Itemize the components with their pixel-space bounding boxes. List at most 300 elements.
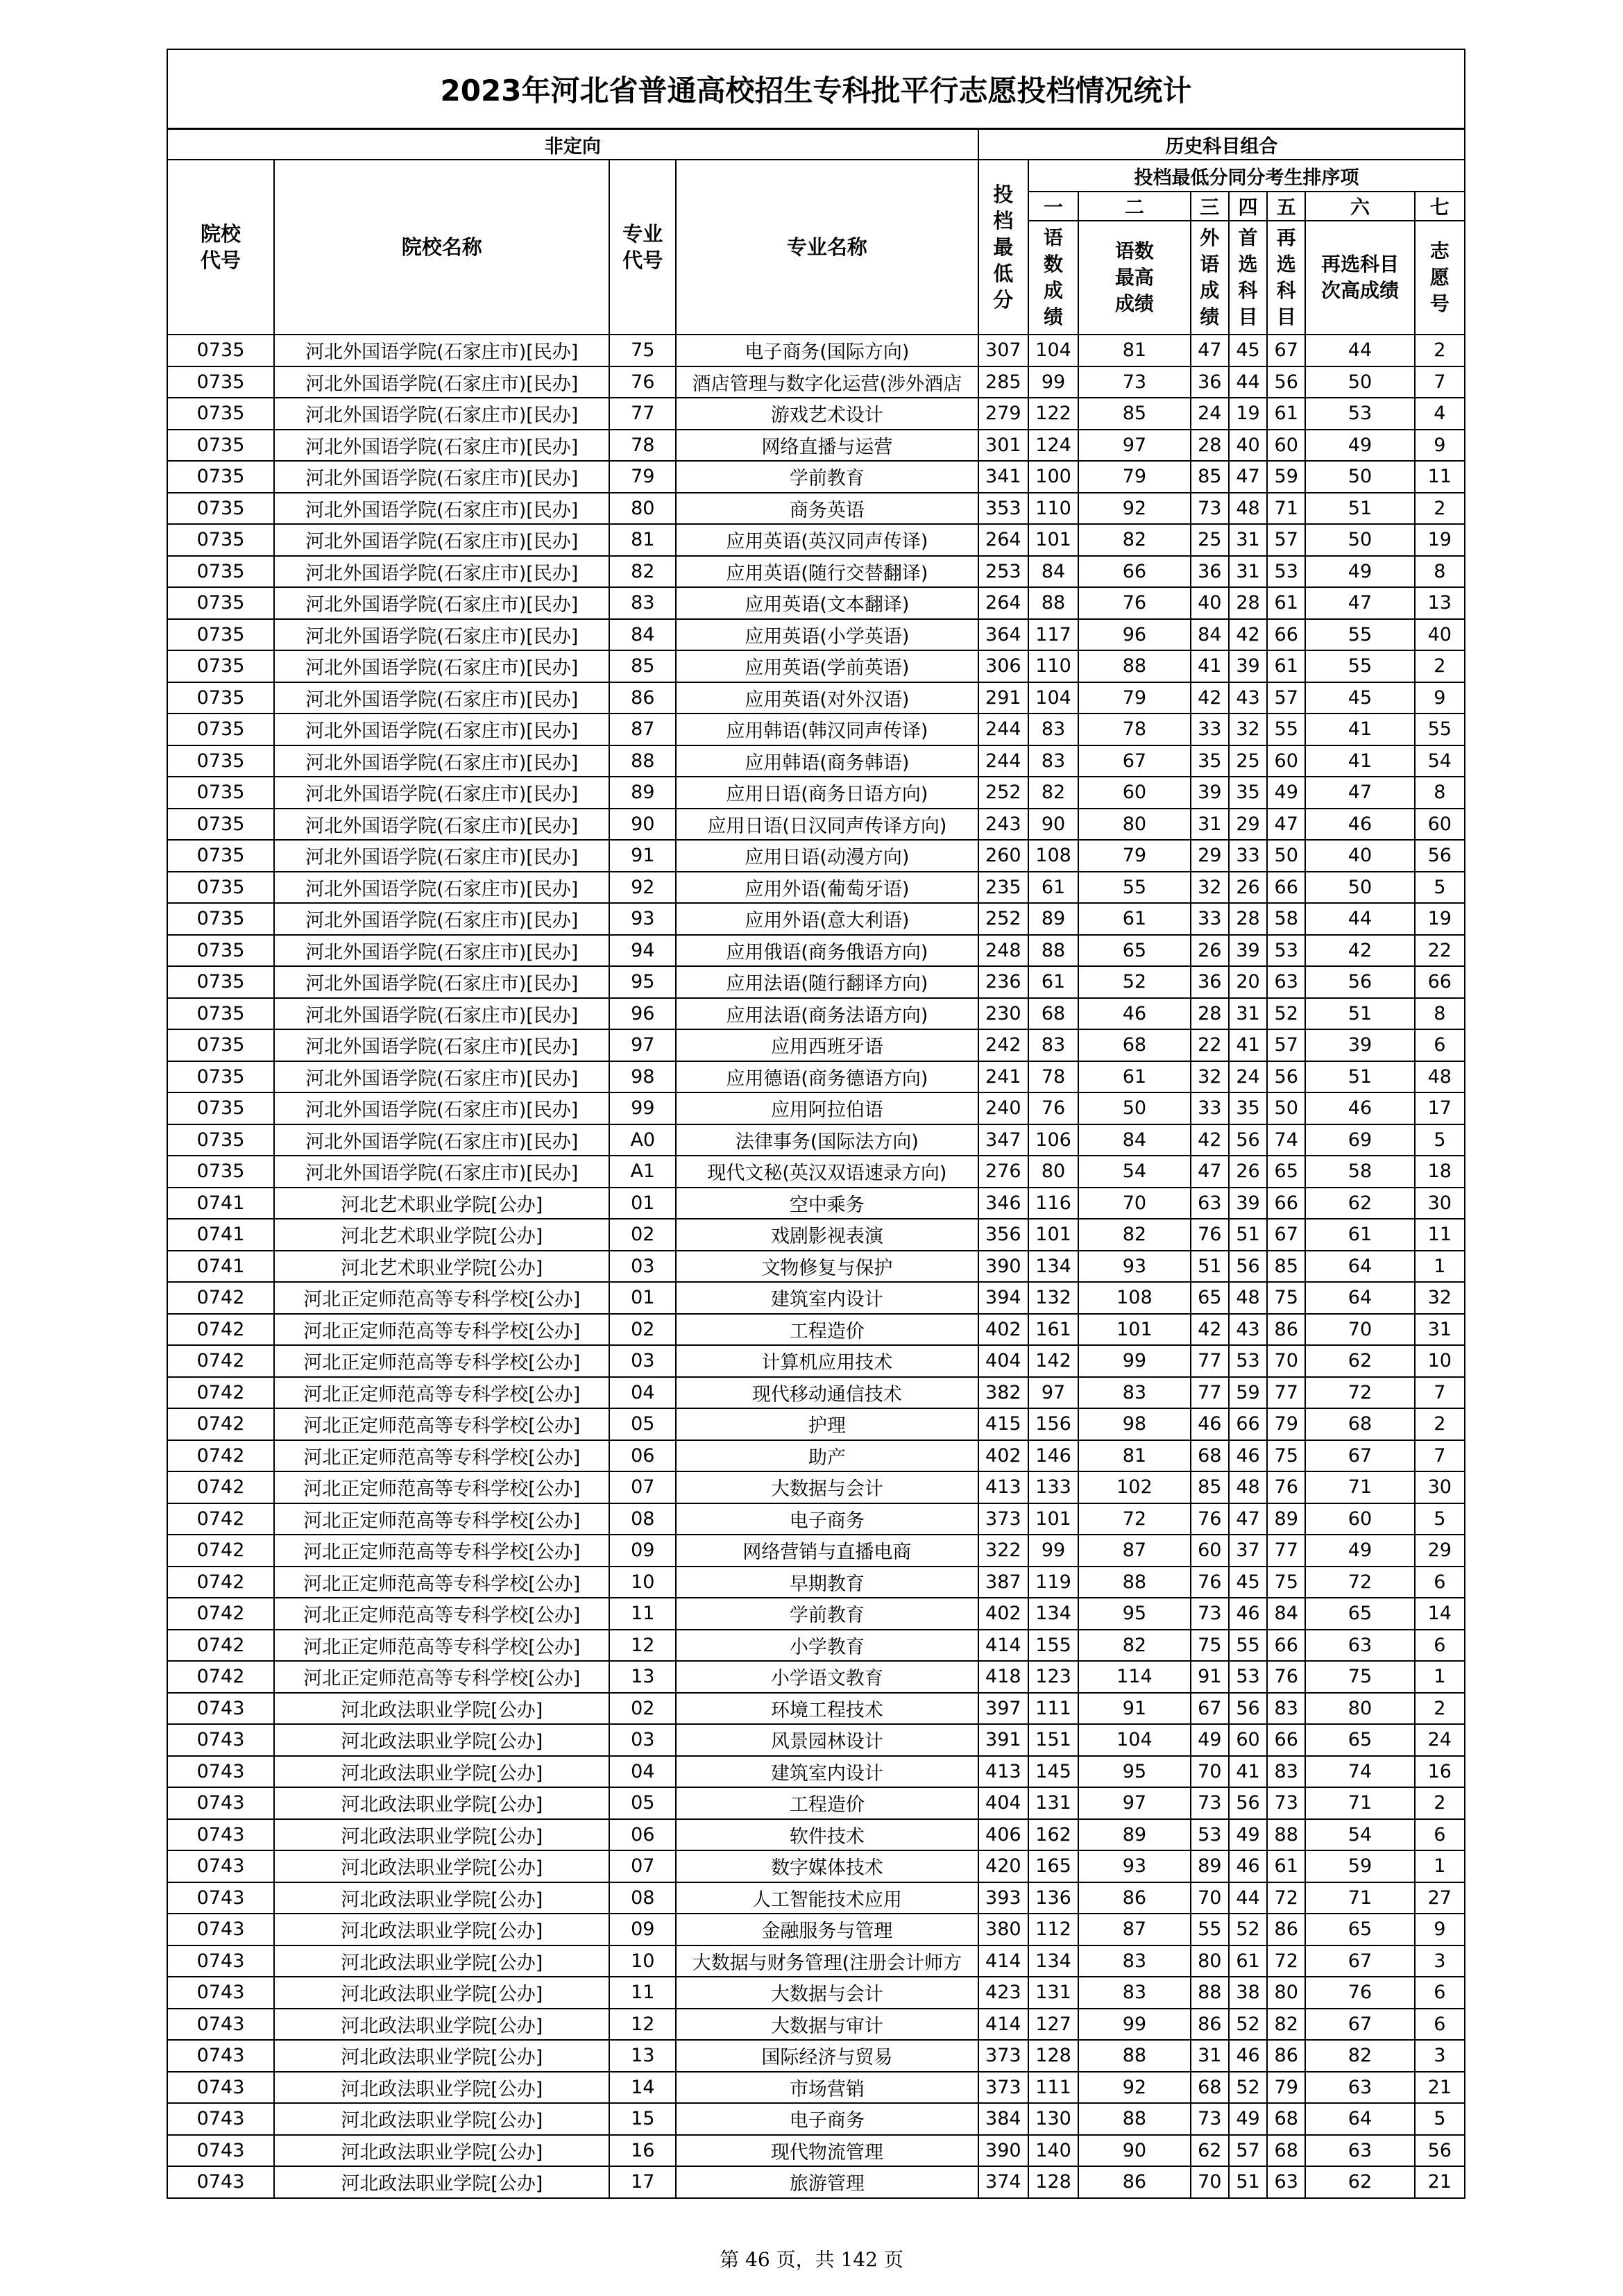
- cell-major-name: 小学语文教育: [676, 1661, 978, 1693]
- cell-c1-score: 145: [1028, 1756, 1078, 1788]
- cell-school-name: 河北正定师范高等专科学校[公办]: [274, 1377, 609, 1409]
- cell-c6-score: 47: [1305, 587, 1414, 619]
- cell-major-name: 戏剧影视表演: [676, 1219, 978, 1251]
- cell-c4-score: 46: [1229, 2040, 1267, 2072]
- cell-c1-score: 133: [1028, 1471, 1078, 1503]
- cell-school-name: 河北政法职业学院[公办]: [274, 1882, 609, 1914]
- cell-major-name: 应用韩语(商务韩语): [676, 745, 978, 777]
- cell-c2-score: 85: [1078, 398, 1190, 430]
- cell-c3-score: 75: [1191, 1630, 1229, 1662]
- cell-school-code: 0735: [167, 1156, 274, 1188]
- cell-c1-score: 106: [1028, 1124, 1078, 1156]
- cell-c1-score: 80: [1028, 1156, 1078, 1188]
- cell-c3-score: 65: [1191, 1282, 1229, 1314]
- cell-min-score: 373: [978, 1503, 1028, 1535]
- cell-major-name: 网络直播与运营: [676, 430, 978, 462]
- cell-c7-rank: 2: [1415, 493, 1465, 525]
- cell-c1-score: 116: [1028, 1188, 1078, 1219]
- page-footer: 第 46 页，共 142 页: [720, 2248, 903, 2271]
- cell-school-code: 0735: [167, 777, 274, 809]
- cell-min-score: 322: [978, 1535, 1028, 1567]
- cell-school-name: 河北外国语学院(石家庄市)[民办]: [274, 587, 609, 619]
- cell-major-name: 应用俄语(商务俄语方向): [676, 935, 978, 967]
- cell-c1-score: 90: [1028, 809, 1078, 841]
- cell-c4-score: 59: [1229, 1377, 1267, 1409]
- cell-c6-score: 55: [1305, 619, 1414, 651]
- cell-school-code: 0743: [167, 2103, 274, 2135]
- cell-c4-score: 56: [1229, 1124, 1267, 1156]
- cell-c3-score: 51: [1191, 1251, 1229, 1283]
- cell-school-name: 河北外国语学院(石家庄市)[民办]: [274, 1124, 609, 1156]
- cell-c5-score: 66: [1267, 619, 1305, 651]
- cell-major-code: 11: [609, 1598, 676, 1630]
- cell-c1-score: 127: [1028, 2009, 1078, 2041]
- table-row: [167, 2166, 1465, 2198]
- cell-school-name: 河北正定师范高等专科学校[公办]: [274, 1408, 609, 1440]
- cell-major-name: 文物修复与保护: [676, 1251, 978, 1283]
- cell-major-code: 02: [609, 1314, 676, 1346]
- cell-c5-score: 61: [1267, 587, 1305, 619]
- cell-c4-score: 61: [1229, 1945, 1267, 1977]
- cell-major-code: 10: [609, 1945, 676, 1977]
- cell-major-code: 02: [609, 1219, 676, 1251]
- table-row: [167, 1156, 1465, 1188]
- cell-school-name: 河北政法职业学院[公办]: [274, 1977, 609, 2009]
- cell-c1-score: 112: [1028, 1914, 1078, 1945]
- cell-c5-score: 50: [1267, 1092, 1305, 1124]
- cell-min-score: 306: [978, 650, 1028, 682]
- cell-c7-rank: 8: [1415, 777, 1465, 809]
- table-row: [167, 903, 1465, 935]
- cell-c3-score: 62: [1191, 2135, 1229, 2167]
- cell-major-name: 计算机应用技术: [676, 1345, 978, 1377]
- cell-school-code: 0742: [167, 1598, 274, 1630]
- cell-major-name: 国际经济与贸易: [676, 2040, 978, 2072]
- cell-major-name: 应用西班牙语: [676, 1029, 978, 1061]
- cell-c3-score: 73: [1191, 1598, 1229, 1630]
- cell-major-code: 04: [609, 1756, 676, 1788]
- cell-c7-rank: 2: [1415, 1787, 1465, 1819]
- cell-min-score: 418: [978, 1661, 1028, 1693]
- cell-school-name: 河北正定师范高等专科学校[公办]: [274, 1567, 609, 1598]
- cell-c4-score: 46: [1229, 1440, 1267, 1472]
- cell-c5-score: 57: [1267, 524, 1305, 556]
- cell-min-score: 243: [978, 809, 1028, 841]
- cell-c4-score: 44: [1229, 1882, 1267, 1914]
- cell-school-code: 0735: [167, 619, 274, 651]
- cell-c2-score: 83: [1078, 1945, 1190, 1977]
- table-row: [167, 935, 1465, 967]
- table-row: [167, 2009, 1465, 2041]
- cell-major-name: 风景园林设计: [676, 1724, 978, 1756]
- cell-min-score: 285: [978, 366, 1028, 398]
- header-major-name: 专业名称: [676, 160, 978, 335]
- cell-c1-score: 128: [1028, 2040, 1078, 2072]
- cell-c5-score: 68: [1267, 2103, 1305, 2135]
- table-row: [167, 1661, 1465, 1693]
- cell-c2-score: 70: [1078, 1188, 1190, 1219]
- cell-major-name: 环境工程技术: [676, 1693, 978, 1725]
- cell-c7-rank: 21: [1415, 2166, 1465, 2198]
- cell-c5-score: 72: [1267, 1882, 1305, 1914]
- cell-school-name: 河北外国语学院(石家庄市)[民办]: [274, 1029, 609, 1061]
- table-row: [167, 872, 1465, 904]
- cell-min-score: 260: [978, 840, 1028, 872]
- cell-school-code: 0735: [167, 493, 274, 525]
- cell-school-code: 0742: [167, 1471, 274, 1503]
- cell-c7-rank: 7: [1415, 366, 1465, 398]
- cell-c7-rank: 17: [1415, 1092, 1465, 1124]
- cell-c6-score: 63: [1305, 1630, 1414, 1662]
- cell-c4-score: 25: [1229, 745, 1267, 777]
- cell-c7-rank: 60: [1415, 809, 1465, 841]
- cell-min-score: 414: [978, 1630, 1028, 1662]
- cell-school-code: 0735: [167, 1092, 274, 1124]
- cell-c2-score: 83: [1078, 1977, 1190, 2009]
- cell-c6-score: 58: [1305, 1156, 1414, 1188]
- cell-c1-score: 151: [1028, 1724, 1078, 1756]
- cell-school-name: 河北政法职业学院[公办]: [274, 2072, 609, 2104]
- cell-major-code: 04: [609, 1377, 676, 1409]
- cell-c3-score: 55: [1191, 1914, 1229, 1945]
- cell-c6-score: 47: [1305, 777, 1414, 809]
- cell-c5-score: 77: [1267, 1535, 1305, 1567]
- cell-c2-score: 84: [1078, 1124, 1190, 1156]
- table-row: [167, 1882, 1465, 1914]
- cell-min-score: 244: [978, 714, 1028, 745]
- cell-c4-score: 38: [1229, 1977, 1267, 2009]
- cell-c7-rank: 1: [1415, 1850, 1465, 1882]
- cell-school-name: 河北正定师范高等专科学校[公办]: [274, 1440, 609, 1472]
- cell-c7-rank: 24: [1415, 1724, 1465, 1756]
- cell-c2-score: 81: [1078, 1440, 1190, 1472]
- cell-c4-score: 49: [1229, 1819, 1267, 1851]
- cell-c6-score: 65: [1305, 1598, 1414, 1630]
- cell-c2-score: 87: [1078, 1535, 1190, 1567]
- cell-c1-score: 130: [1028, 2103, 1078, 2135]
- cell-c2-score: 88: [1078, 2103, 1190, 2135]
- cell-major-code: 86: [609, 682, 676, 714]
- cell-school-name: 河北外国语学院(石家庄市)[民办]: [274, 650, 609, 682]
- cell-c2-score: 66: [1078, 556, 1190, 588]
- cell-school-code: 0735: [167, 430, 274, 462]
- table-row: [167, 714, 1465, 745]
- table-row: [167, 1945, 1465, 1977]
- cell-c4-score: 46: [1229, 1850, 1267, 1882]
- cell-c2-score: 80: [1078, 809, 1190, 841]
- cell-c2-score: 65: [1078, 935, 1190, 967]
- cell-c6-score: 64: [1305, 1251, 1414, 1283]
- cell-c1-score: 97: [1028, 1377, 1078, 1409]
- cell-c1-score: 142: [1028, 1345, 1078, 1377]
- cell-c7-rank: 6: [1415, 1567, 1465, 1598]
- cell-c4-score: 31: [1229, 998, 1267, 1030]
- cell-major-code: 85: [609, 650, 676, 682]
- cell-school-name: 河北政法职业学院[公办]: [274, 1724, 609, 1756]
- cell-major-code: 97: [609, 1029, 676, 1061]
- cell-c4-score: 60: [1229, 1724, 1267, 1756]
- cell-c1-score: 111: [1028, 1693, 1078, 1725]
- cell-c5-score: 75: [1267, 1282, 1305, 1314]
- cell-c5-score: 65: [1267, 1156, 1305, 1188]
- cell-c1-score: 101: [1028, 1219, 1078, 1251]
- cell-c4-score: 26: [1229, 872, 1267, 904]
- cell-major-code: 05: [609, 1408, 676, 1440]
- cell-major-name: 网络营销与直播电商: [676, 1535, 978, 1567]
- cell-c7-rank: 1: [1415, 1661, 1465, 1693]
- cell-c1-score: 101: [1028, 524, 1078, 556]
- table-row: [167, 2135, 1465, 2167]
- cell-c4-score: 66: [1229, 1408, 1267, 1440]
- cell-c5-score: 47: [1267, 809, 1305, 841]
- cell-min-score: 291: [978, 682, 1028, 714]
- cell-major-name: 大数据与会计: [676, 1471, 978, 1503]
- cell-c7-rank: 30: [1415, 1188, 1465, 1219]
- cell-major-code: 10: [609, 1567, 676, 1598]
- cell-major-name: 法律事务(国际法方向): [676, 1124, 978, 1156]
- cell-school-code: 0735: [167, 682, 274, 714]
- cell-c1-score: 108: [1028, 840, 1078, 872]
- cell-c4-score: 43: [1229, 1314, 1267, 1346]
- cell-c7-rank: 9: [1415, 682, 1465, 714]
- cell-c5-score: 76: [1267, 1661, 1305, 1693]
- cell-c3-score: 70: [1191, 1882, 1229, 1914]
- cell-c7-rank: 5: [1415, 1503, 1465, 1535]
- cell-school-name: 河北政法职业学院[公办]: [274, 2135, 609, 2167]
- cell-min-score: 390: [978, 2135, 1028, 2167]
- cell-major-code: A0: [609, 1124, 676, 1156]
- cell-c3-score: 89: [1191, 1850, 1229, 1882]
- cell-c1-score: 88: [1028, 935, 1078, 967]
- header-c1: 语数成绩: [1028, 221, 1078, 335]
- cell-c1-score: 131: [1028, 1977, 1078, 2009]
- cell-c5-score: 84: [1267, 1598, 1305, 1630]
- cell-c6-score: 53: [1305, 398, 1414, 430]
- cell-c7-rank: 48: [1415, 1061, 1465, 1093]
- cell-major-name: 应用英语(学前英语): [676, 650, 978, 682]
- cell-major-name: 大数据与会计: [676, 1977, 978, 2009]
- cell-school-code: 0735: [167, 809, 274, 841]
- cell-c1-score: 131: [1028, 1787, 1078, 1819]
- cell-c5-score: 70: [1267, 1345, 1305, 1377]
- section-non-directed: 非定向: [167, 129, 978, 160]
- table-row: [167, 777, 1465, 809]
- cell-c4-score: 31: [1229, 556, 1267, 588]
- cell-c5-score: 86: [1267, 1914, 1305, 1945]
- cell-c5-score: 59: [1267, 461, 1305, 493]
- cell-c1-score: 78: [1028, 1061, 1078, 1093]
- cell-major-code: 93: [609, 903, 676, 935]
- cell-min-score: 423: [978, 1977, 1028, 2009]
- cell-c7-rank: 56: [1415, 2135, 1465, 2167]
- cell-c3-score: 49: [1191, 1724, 1229, 1756]
- cell-c7-rank: 16: [1415, 1756, 1465, 1788]
- cell-c1-score: 68: [1028, 998, 1078, 1030]
- cell-c4-score: 31: [1229, 524, 1267, 556]
- cell-c1-score: 136: [1028, 1882, 1078, 1914]
- cell-c2-score: 86: [1078, 1882, 1190, 1914]
- cell-c2-score: 78: [1078, 714, 1190, 745]
- cell-c6-score: 67: [1305, 2009, 1414, 2041]
- cell-c4-score: 55: [1229, 1630, 1267, 1662]
- cell-major-name: 应用法语(商务法语方向): [676, 998, 978, 1030]
- cell-min-score: 413: [978, 1471, 1028, 1503]
- cell-major-code: 13: [609, 2040, 676, 2072]
- table-row: [167, 1503, 1465, 1535]
- cell-c2-score: 96: [1078, 619, 1190, 651]
- cell-c7-rank: 4: [1415, 398, 1465, 430]
- cell-major-name: 应用英语(对外汉语): [676, 682, 978, 714]
- cell-c3-score: 28: [1191, 430, 1229, 462]
- cell-major-name: 应用外语(葡萄牙语): [676, 872, 978, 904]
- header-n1: 一: [1028, 192, 1078, 221]
- cell-c2-score: 99: [1078, 2009, 1190, 2041]
- cell-c6-score: 40: [1305, 840, 1414, 872]
- cell-school-name: 河北正定师范高等专科学校[公办]: [274, 1503, 609, 1535]
- cell-major-code: 79: [609, 461, 676, 493]
- cell-major-name: 电子商务(国际方向): [676, 335, 978, 366]
- cell-c2-score: 67: [1078, 745, 1190, 777]
- cell-major-code: 80: [609, 493, 676, 525]
- cell-c4-score: 28: [1229, 903, 1267, 935]
- cell-c4-score: 28: [1229, 587, 1267, 619]
- cell-c7-rank: 54: [1415, 745, 1465, 777]
- cell-c7-rank: 5: [1415, 1124, 1465, 1156]
- cell-c2-score: 99: [1078, 1345, 1190, 1377]
- cell-school-name: 河北艺术职业学院[公办]: [274, 1188, 609, 1219]
- cell-min-score: 347: [978, 1124, 1028, 1156]
- cell-c4-score: 24: [1229, 1061, 1267, 1093]
- cell-c7-rank: 9: [1415, 1914, 1465, 1945]
- cell-c3-score: 86: [1191, 2009, 1229, 2041]
- cell-school-name: 河北外国语学院(石家庄市)[民办]: [274, 1156, 609, 1188]
- cell-c6-score: 49: [1305, 430, 1414, 462]
- cell-c6-score: 41: [1305, 714, 1414, 745]
- cell-school-name: 河北外国语学院(石家庄市)[民办]: [274, 398, 609, 430]
- cell-c6-score: 55: [1305, 650, 1414, 682]
- cell-major-code: 08: [609, 1882, 676, 1914]
- cell-major-code: 14: [609, 2072, 676, 2104]
- cell-school-name: 河北艺术职业学院[公办]: [274, 1219, 609, 1251]
- table-body: [167, 335, 1465, 2198]
- cell-major-code: 01: [609, 1188, 676, 1219]
- cell-c6-score: 65: [1305, 1724, 1414, 1756]
- cell-min-score: 244: [978, 745, 1028, 777]
- cell-c5-score: 66: [1267, 1188, 1305, 1219]
- table-row: [167, 1977, 1465, 2009]
- table-row: [167, 998, 1465, 1030]
- cell-c5-score: 52: [1267, 998, 1305, 1030]
- cell-c2-score: 98: [1078, 1408, 1190, 1440]
- cell-school-code: 0743: [167, 2040, 274, 2072]
- cell-major-code: 76: [609, 366, 676, 398]
- cell-c3-score: 31: [1191, 2040, 1229, 2072]
- cell-c6-score: 75: [1305, 1661, 1414, 1693]
- table-row: [167, 1124, 1465, 1156]
- cell-c4-score: 42: [1229, 619, 1267, 651]
- cell-major-name: 应用日语(日汉同声传译方向): [676, 809, 978, 841]
- cell-c2-score: 95: [1078, 1598, 1190, 1630]
- cell-c6-score: 46: [1305, 809, 1414, 841]
- cell-c2-score: 97: [1078, 1787, 1190, 1819]
- cell-c6-score: 61: [1305, 1219, 1414, 1251]
- cell-major-name: 早期教育: [676, 1567, 978, 1598]
- cell-school-name: 河北正定师范高等专科学校[公办]: [274, 1630, 609, 1662]
- cell-c6-score: 69: [1305, 1124, 1414, 1156]
- cell-c6-score: 39: [1305, 1029, 1414, 1061]
- cell-c1-score: 156: [1028, 1408, 1078, 1440]
- cell-c6-score: 44: [1305, 903, 1414, 935]
- cell-c6-score: 62: [1305, 1345, 1414, 1377]
- cell-c4-score: 32: [1229, 714, 1267, 745]
- cell-c7-rank: 8: [1415, 556, 1465, 588]
- cell-c6-score: 45: [1305, 682, 1414, 714]
- cell-school-code: 0743: [167, 2072, 274, 2104]
- cell-min-score: 236: [978, 966, 1028, 998]
- cell-c2-score: 82: [1078, 1630, 1190, 1662]
- cell-school-code: 0742: [167, 1282, 274, 1314]
- cell-c2-score: 95: [1078, 1756, 1190, 1788]
- header-c4: 首选科目: [1229, 221, 1267, 335]
- header-c3: 外语成绩: [1191, 221, 1229, 335]
- cell-c2-score: 88: [1078, 1567, 1190, 1598]
- cell-c6-score: 60: [1305, 1503, 1414, 1535]
- header-c5: 再选科目: [1267, 221, 1305, 335]
- cell-c1-score: 140: [1028, 2135, 1078, 2167]
- cell-c5-score: 83: [1267, 1756, 1305, 1788]
- cell-major-name: 建筑室内设计: [676, 1756, 978, 1788]
- cell-major-code: 89: [609, 777, 676, 809]
- cell-c2-score: 93: [1078, 1850, 1190, 1882]
- cell-c4-score: 46: [1229, 1598, 1267, 1630]
- cell-c2-score: 104: [1078, 1724, 1190, 1756]
- cell-school-code: 0735: [167, 935, 274, 967]
- cell-c3-score: 41: [1191, 650, 1229, 682]
- cell-c3-score: 70: [1191, 1756, 1229, 1788]
- cell-school-code: 0735: [167, 998, 274, 1030]
- cell-c3-score: 42: [1191, 1124, 1229, 1156]
- cell-c2-score: 93: [1078, 1251, 1190, 1283]
- cell-c6-score: 64: [1305, 1282, 1414, 1314]
- cell-c2-score: 92: [1078, 2072, 1190, 2104]
- header-n7: 七: [1415, 192, 1465, 221]
- cell-school-code: 0735: [167, 745, 274, 777]
- cell-c7-rank: 6: [1415, 1029, 1465, 1061]
- cell-c6-score: 63: [1305, 2135, 1414, 2167]
- table-row: [167, 1535, 1465, 1567]
- cell-c3-score: 73: [1191, 2103, 1229, 2135]
- cell-school-name: 河北外国语学院(石家庄市)[民办]: [274, 1061, 609, 1093]
- page-title: 2023年河北省普通高校招生专科批平行志愿投档情况统计: [167, 49, 1465, 129]
- cell-min-score: 240: [978, 1092, 1028, 1124]
- cell-c1-score: 111: [1028, 2072, 1078, 2104]
- cell-min-score: 382: [978, 1377, 1028, 1409]
- cell-school-code: 0743: [167, 1977, 274, 2009]
- cell-major-code: 12: [609, 2009, 676, 2041]
- cell-c3-score: 26: [1191, 935, 1229, 967]
- cell-major-name: 人工智能技术应用: [676, 1882, 978, 1914]
- table-row: [167, 1598, 1465, 1630]
- cell-c6-score: 64: [1305, 2103, 1414, 2135]
- cell-min-score: 253: [978, 556, 1028, 588]
- cell-c1-score: 104: [1028, 335, 1078, 366]
- table-row: [167, 2072, 1465, 2104]
- header-n6: 六: [1305, 192, 1414, 221]
- cell-school-code: 0742: [167, 1567, 274, 1598]
- cell-c1-score: 61: [1028, 872, 1078, 904]
- cell-school-code: 0743: [167, 2166, 274, 2198]
- cell-c5-score: 66: [1267, 1630, 1305, 1662]
